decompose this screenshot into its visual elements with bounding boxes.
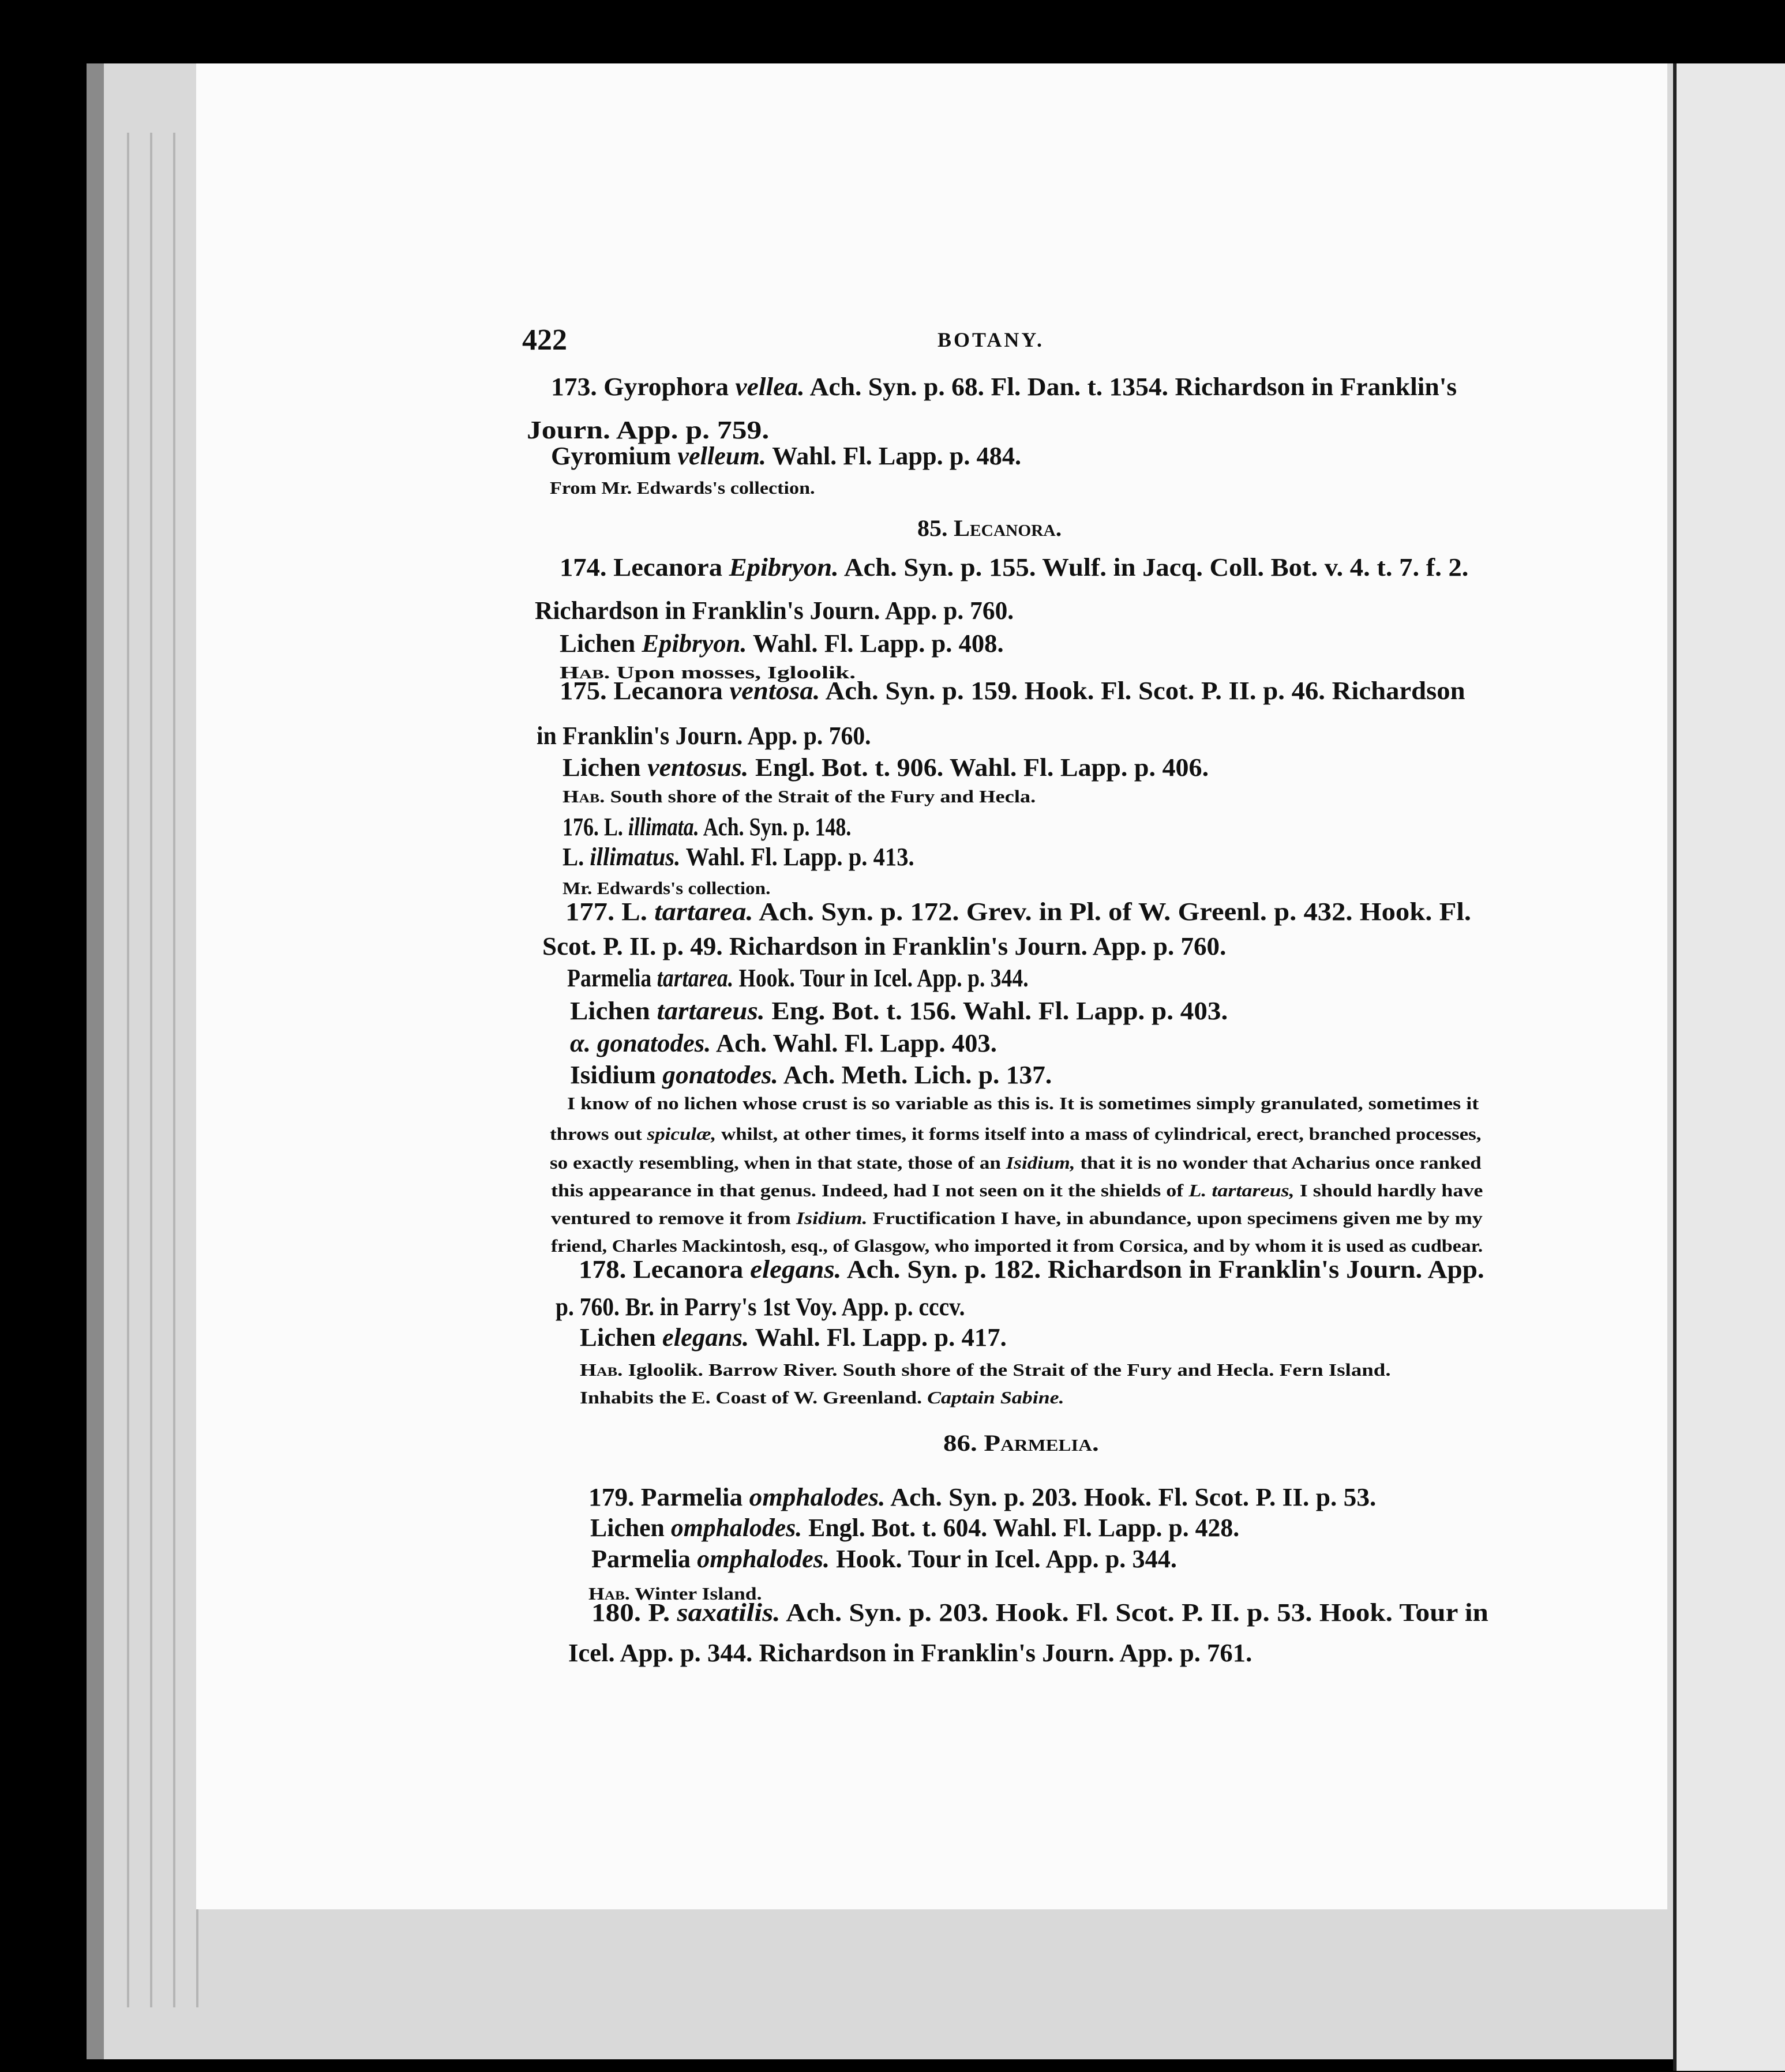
text-line (527, 415, 769, 445)
text-line (551, 441, 1021, 471)
text-segment: 176. L. (562, 813, 628, 841)
page-edge-line (127, 133, 129, 2007)
text-segment: Wahl. Fl. Lapp. p. 417. (749, 1323, 1007, 1352)
text-segment: Journ. App. p. 759. (527, 416, 770, 444)
text-segment: spiculæ, (647, 1124, 717, 1144)
text-segment: 173. Gyrophora (551, 373, 736, 401)
text-line (556, 1292, 965, 1322)
text-segment: Igloolik. Barrow River. South shore of the Strait of the Fury and Hecla. Fern Island. (622, 1360, 1391, 1380)
facing-page-edge (1673, 63, 1785, 2071)
text-segment: tartareus. (657, 997, 765, 1025)
text-line (560, 629, 1004, 658)
text-segment: Parmelia. (984, 1430, 1099, 1456)
text-segment: 180. P. (591, 1598, 677, 1627)
text-segment: 86. (943, 1430, 984, 1456)
text-line (562, 753, 1209, 782)
text-segment: 177. L. (565, 898, 655, 926)
text-line (591, 1544, 1177, 1574)
text-line (565, 897, 1471, 926)
text-segment: friend, Charles Mackintosh, esq., of Glasgow, who imported it from Corsica, and by whom it is used as cudbear. (551, 1236, 1483, 1256)
text-segment: that it is no wonder that Acharius once ranked (1075, 1153, 1482, 1173)
text-segment: in Franklin's Journ. App. p. 760. (537, 722, 871, 750)
text-segment: illimata. (628, 813, 699, 841)
text-segment: Epibryon. (642, 629, 747, 658)
text-line (567, 963, 1029, 993)
text-segment: L. (562, 843, 590, 871)
text-segment: this appearance in that genus. Indeed, had I not seen on it the shields of (551, 1180, 1189, 1200)
text-segment: Engl. Bot. t. 604. Wahl. Fl. Lapp. p. 428. (802, 1514, 1240, 1542)
text-segment: Isidium, (1006, 1153, 1075, 1173)
text-line (550, 1153, 1482, 1173)
text-line (551, 1208, 1483, 1229)
text-segment: South shore of the Strait of the Fury and Hecla. (605, 786, 1036, 806)
text-segment: Mr. Edwards's collection. (562, 878, 771, 898)
text-segment: α. gonatodes. (570, 1029, 711, 1057)
text-segment: omphalodes. (697, 1545, 830, 1573)
text-line (562, 842, 914, 872)
text-segment: Ach. Syn. p. 159. Hook. Fl. Scot. P. II. p. 46. Richardson (820, 677, 1465, 705)
text-segment: 85. (917, 515, 954, 541)
text-segment: Wahl. Fl. Lapp. p. 413. (680, 843, 914, 871)
text-segment: Ach. Syn. p. 172. Grev. in Pl. of W. Greenl. p. 432. Hook. Fl. (753, 898, 1472, 926)
text-segment: ventosus. (647, 753, 749, 782)
text-line (535, 596, 1014, 625)
text-line (588, 1482, 1376, 1512)
text-segment: Ach. Syn. p. 148. (699, 813, 852, 841)
text-line (562, 786, 1036, 807)
text-segment: ventosa. (729, 677, 820, 705)
text-segment: 175. Lecanora (560, 677, 730, 705)
text-segment: Ach. Syn. p. 203. Hook. Fl. Scot. P. II. p. 53. Hook. Tour in (780, 1598, 1488, 1627)
section-heading (917, 515, 1062, 542)
text-segment: elegans. (662, 1323, 749, 1352)
text-segment: Ach. Syn. p. 203. Hook. Fl. Scot. P. II. p. 53. (885, 1483, 1377, 1511)
running-title: BOTANY. (937, 328, 1045, 351)
text-segment: Wahl. Fl. Lapp. p. 408. (747, 629, 1004, 658)
text-line (591, 1598, 1488, 1627)
text-segment: Lichen (560, 629, 642, 658)
text-line (580, 1360, 1391, 1380)
text-segment: Parmelia (567, 964, 657, 992)
text-line (560, 553, 1468, 582)
text-line (567, 1093, 1479, 1114)
text-segment: Fructification I have, in abundance, upon specimens given me by my (867, 1208, 1483, 1228)
text-segment: Lichen (570, 997, 657, 1025)
text-segment: Hab. (560, 662, 610, 682)
text-line (562, 812, 851, 842)
text-segment: Hook. Tour in Icel. App. p. 344. (733, 964, 1029, 992)
text-segment: Hab. (562, 786, 605, 806)
text-segment: Ach. Syn. p. 155. Wulf. in Jacq. Coll. Bot. v. 4. t. 7. f. 2. (838, 553, 1469, 581)
text-segment: Richardson in Franklin's Journ. App. p. 760. (535, 596, 1014, 625)
text-line (579, 1255, 1484, 1284)
text-segment: tartarea. (654, 898, 753, 926)
page-number: 422 (522, 324, 567, 356)
text-segment: throws out (550, 1124, 647, 1144)
text-segment: Isidium (570, 1061, 663, 1089)
text-segment: elegans. (750, 1255, 842, 1283)
text-segment: Isidium. (796, 1208, 868, 1228)
text-segment: so exactly resembling, when in that state, those of an (550, 1153, 1006, 1173)
text-segment: tartarea. (657, 964, 734, 992)
text-line (551, 1180, 1483, 1201)
text-segment: Engl. Bot. t. 906. Wahl. Fl. Lapp. p. 406. (748, 753, 1209, 782)
text-segment: Parmelia (591, 1545, 697, 1573)
text-segment: From Mr. Edwards's collection. (550, 478, 815, 498)
text-segment: whilst, at other times, it forms itself into a mass of cylindrical, erect, branched processes, (716, 1124, 1482, 1144)
text-segment: Hab. (580, 1360, 623, 1380)
text-line (560, 676, 1465, 705)
text-segment: 174. Lecanora (560, 553, 729, 581)
text-segment: Hab. (588, 1583, 630, 1604)
text-line (568, 1638, 1252, 1668)
page-edge-line (173, 133, 175, 2007)
text-line (551, 372, 1457, 401)
page-edge-line (150, 133, 152, 2007)
text-segment: p. 760. Br. in Parry's 1st Voy. App. p. cccv. (556, 1293, 965, 1321)
text-segment: Winter Island. (629, 1583, 762, 1604)
text-segment: omphalodes. (749, 1483, 886, 1511)
text-segment: Hook. Tour in Icel. App. p. 344. (830, 1545, 1177, 1573)
text-segment: Lichen (562, 753, 648, 782)
text-line (580, 1323, 1007, 1352)
text-segment: velleum. (677, 442, 766, 470)
text-segment: Wahl. Fl. Lapp. p. 484. (766, 442, 1022, 470)
text-segment: saxatilis. (677, 1598, 781, 1627)
text-segment: omphalodes. (670, 1514, 802, 1542)
text-segment: 179. Parmelia (588, 1483, 749, 1511)
text-line (542, 932, 1226, 961)
text-segment: Epibryon. (729, 553, 839, 581)
text-segment: gonatodes. (662, 1061, 778, 1089)
text-segment: 178. Lecanora (579, 1255, 751, 1283)
text-line (570, 1060, 1052, 1090)
section-heading (943, 1429, 1099, 1457)
text-segment: Gyromium (551, 442, 678, 470)
text-segment: Lecanora. (954, 515, 1062, 541)
text-segment: ventured to remove it from (551, 1208, 796, 1228)
text-line (570, 1029, 997, 1058)
text-segment: Scot. P. II. p. 49. Richardson in Franklin's Journ. App. p. 760. (542, 932, 1227, 960)
text-line (590, 1513, 1239, 1542)
text-segment: Ach. Syn. p. 182. Richardson in Franklin's Journ. App. (841, 1255, 1484, 1283)
text-segment: vellea. (735, 373, 805, 401)
text-segment: Upon mosses, Igloolik. (610, 662, 856, 682)
text-segment: I should hardly have (1294, 1180, 1483, 1200)
text-line (550, 478, 815, 498)
text-segment: Eng. Bot. t. 156. Wahl. Fl. Lapp. p. 403. (764, 997, 1228, 1025)
text-segment: Lichen (580, 1323, 662, 1352)
text-segment: I know of no lichen whose crust is so variable as this is. It is sometimes simply granulated, sometimes it (567, 1093, 1479, 1113)
text-line (551, 1236, 1483, 1256)
text-segment: Captain Sabine. (927, 1387, 1064, 1407)
text-segment: Inhabits the E. Coast of W. Greenland. (580, 1387, 928, 1407)
text-segment: Ach. Meth. Lich. p. 137. (778, 1061, 1052, 1089)
text-segment: Lichen (590, 1514, 671, 1542)
text-line (580, 1387, 1064, 1408)
text-line (550, 1124, 1482, 1144)
text-segment: Ach. Wahl. Fl. Lapp. 403. (711, 1029, 997, 1057)
text-line (537, 721, 871, 750)
text-segment: illimatus. (590, 843, 681, 871)
text-segment: L. tartareus, (1188, 1180, 1295, 1200)
text-line (570, 996, 1228, 1026)
text-line (562, 878, 770, 899)
text-segment: Icel. App. p. 344. Richardson in Franklin's Journ. App. p. 761. (568, 1639, 1252, 1667)
text-segment: Ach. Syn. p. 68. Fl. Dan. t. 1354. Richardson in Franklin's (804, 373, 1457, 401)
